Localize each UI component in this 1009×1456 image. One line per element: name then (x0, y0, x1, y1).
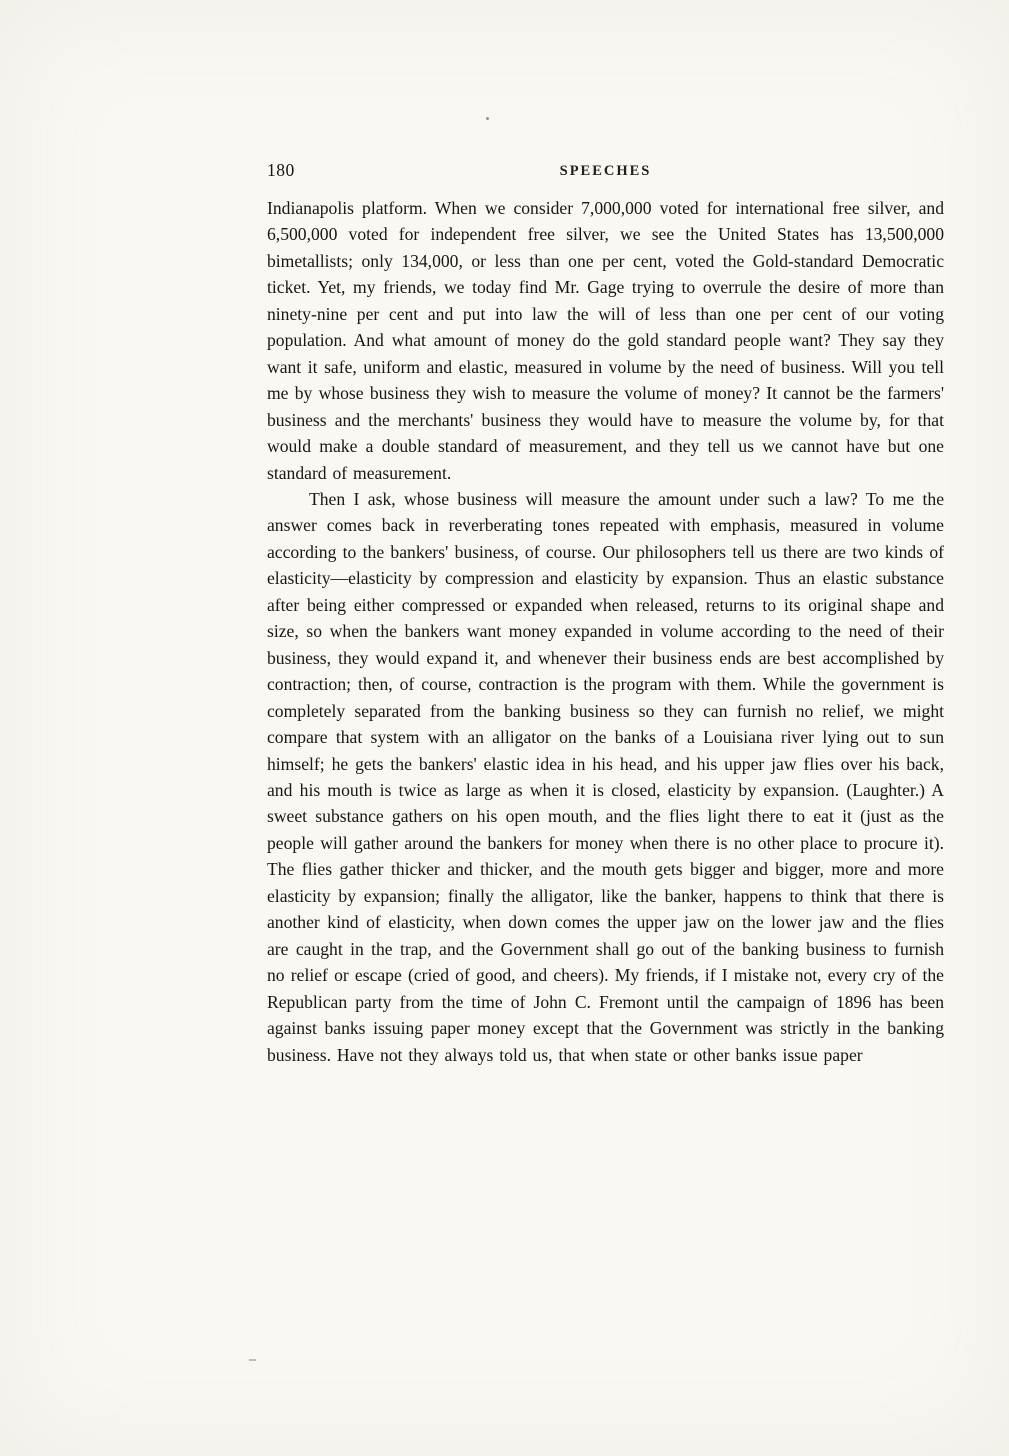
paragraph-continuation: Indianapolis platform. When we consider 7,000,000 voted for international free silver, and 6,500,000 voted for independent free silver, we see the United States has 13,500,000 bimetallists; only 134,000, or less than one per cent, voted the Gold-standard Democratic ticket. Yet, my friends, we today find Mr. Gage trying to overrule the desire of more than ninety-nine per cent and put into law the will of less than one per cent of our voting population. And what amount of money do the gold standard people want? They say they want it safe, uniform and elastic, measured in volume by the need of business. Will you tell me by whose business they wish to measure the volume of money? It cannot be the farmers' business and the merchants' business they would have to measure the volume by, for that would make a double standard of measurement, and they tell us we cannot have but one standard of measurement. (267, 198, 944, 483)
scan-artifact-dash (249, 1359, 256, 1361)
page-header (267, 160, 944, 186)
body-text-block (267, 195, 944, 1068)
scan-artifact-dot (486, 117, 489, 120)
page-number: 180 (267, 160, 295, 180)
running-head-title: SPEECHES (559, 163, 652, 179)
paragraph: Then I ask, whose business will measure the amount under such a law? To me the answer comes back in reverberating tones repeated with emphasis, measured in volume according to the bankers' business, of course. Our philosophers tell us there are two kinds of elasticity—elasticity by compression and elasticity by expansion. Thus an elastic substance after being either compressed or expanded when released, returns to its original shape and size, so when the bankers want money expanded in volume according to the need of their business, they would expand it, and whenever their business ends are best accomplished by contraction; then, of course, contraction is the program with them. While the government is completely separated from the banking business so they can furnish no relief, we might compare that system with an alligator on the banks of a Louisiana river lying out to sun himself; he gets the bankers' elastic idea in his head, and his upper jaw flies over his back, and his mouth is twice as large as when it is closed, elasticity by expansion. (Laughter.) A sweet substance gathers on his open mouth, and the flies light there to eat it (just as the people will gather around the bankers for money when there is no other place to procure it). The flies gather thicker and thicker, and the mouth gets bigger and bigger, more and more elasticity by expansion; finally the alligator, like the banker, happens to think that there is another kind of elasticity, when down comes the upper jaw on the lower jaw and the flies are caught in the trap, and the Government shall go out of the banking business to furnish no relief or escape (cried of good, and cheers). My friends, if I mistake not, every cry of the Republican party from the time of John C. Fremont until the campaign of 1896 has been against banks issuing paper money except that the Government was strictly in the banking business. Have not they always told us, that when state or other banks issue paper (267, 488, 944, 1065)
